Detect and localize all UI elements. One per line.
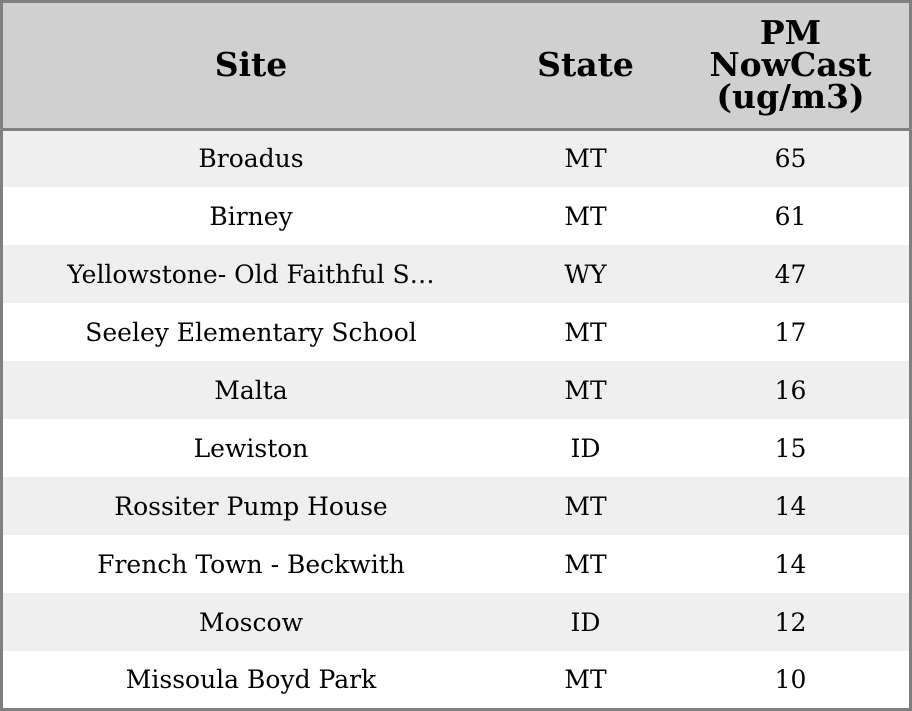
- cell-site: Moscow: [199, 607, 303, 637]
- cell-state: MT: [564, 317, 607, 347]
- column-header-pm-nowcast-label: PM NowCast (ug/m3): [709, 13, 872, 117]
- cell-site: Malta: [214, 375, 288, 405]
- cell-pm-nowcast: 14: [774, 549, 807, 579]
- cell-state: WY: [564, 259, 607, 289]
- cell-pm-nowcast: 10: [774, 664, 807, 694]
- cell-pm-nowcast: 12: [774, 607, 807, 637]
- cell-state: MT: [564, 201, 607, 231]
- cell-site: Missoula Boyd Park: [125, 664, 377, 694]
- table-header: [3, 3, 909, 129]
- column-header-state: State: [499, 3, 672, 129]
- table-row: [3, 303, 909, 361]
- cell-site: Broadus: [198, 144, 304, 174]
- pm-nowcast-table: [3, 3, 909, 707]
- table-row: [3, 419, 909, 477]
- cell-site: Seeley Elementary School: [85, 317, 417, 347]
- cell-site: Yellowstone- Old Faithful S…: [67, 259, 435, 289]
- cell-pm-nowcast: 65: [774, 144, 807, 174]
- table-row: [3, 593, 909, 651]
- table-row: [3, 187, 909, 245]
- table-row: [3, 361, 909, 419]
- cell-state: MT: [564, 144, 607, 174]
- cell-state: MT: [564, 549, 607, 579]
- cell-pm-nowcast: 17: [774, 317, 807, 347]
- cell-state: ID: [570, 433, 601, 463]
- cell-site: Rossiter Pump House: [114, 491, 388, 521]
- cell-state: ID: [570, 607, 601, 637]
- cell-site: French Town - Beckwith: [97, 549, 405, 579]
- header-row: [3, 3, 909, 129]
- table-row: [3, 477, 909, 535]
- cell-pm-nowcast: 14: [774, 491, 807, 521]
- cell-site: Birney: [209, 201, 293, 231]
- cell-state: MT: [564, 375, 607, 405]
- table-row: [3, 535, 909, 593]
- cell-pm-nowcast: 16: [774, 375, 807, 405]
- table-row: [3, 245, 909, 303]
- table-row: [3, 651, 909, 707]
- cell-state: MT: [564, 664, 607, 694]
- cell-pm-nowcast: 47: [774, 259, 807, 289]
- cell-pm-nowcast: 15: [774, 433, 807, 463]
- table-row: [3, 129, 909, 187]
- cell-site: Lewiston: [193, 433, 309, 463]
- cell-state: MT: [564, 491, 607, 521]
- cell-pm-nowcast: 61: [774, 201, 807, 231]
- column-header-site: Site: [3, 3, 499, 129]
- table-body: [3, 129, 909, 707]
- column-header-pm-nowcast: [672, 3, 909, 129]
